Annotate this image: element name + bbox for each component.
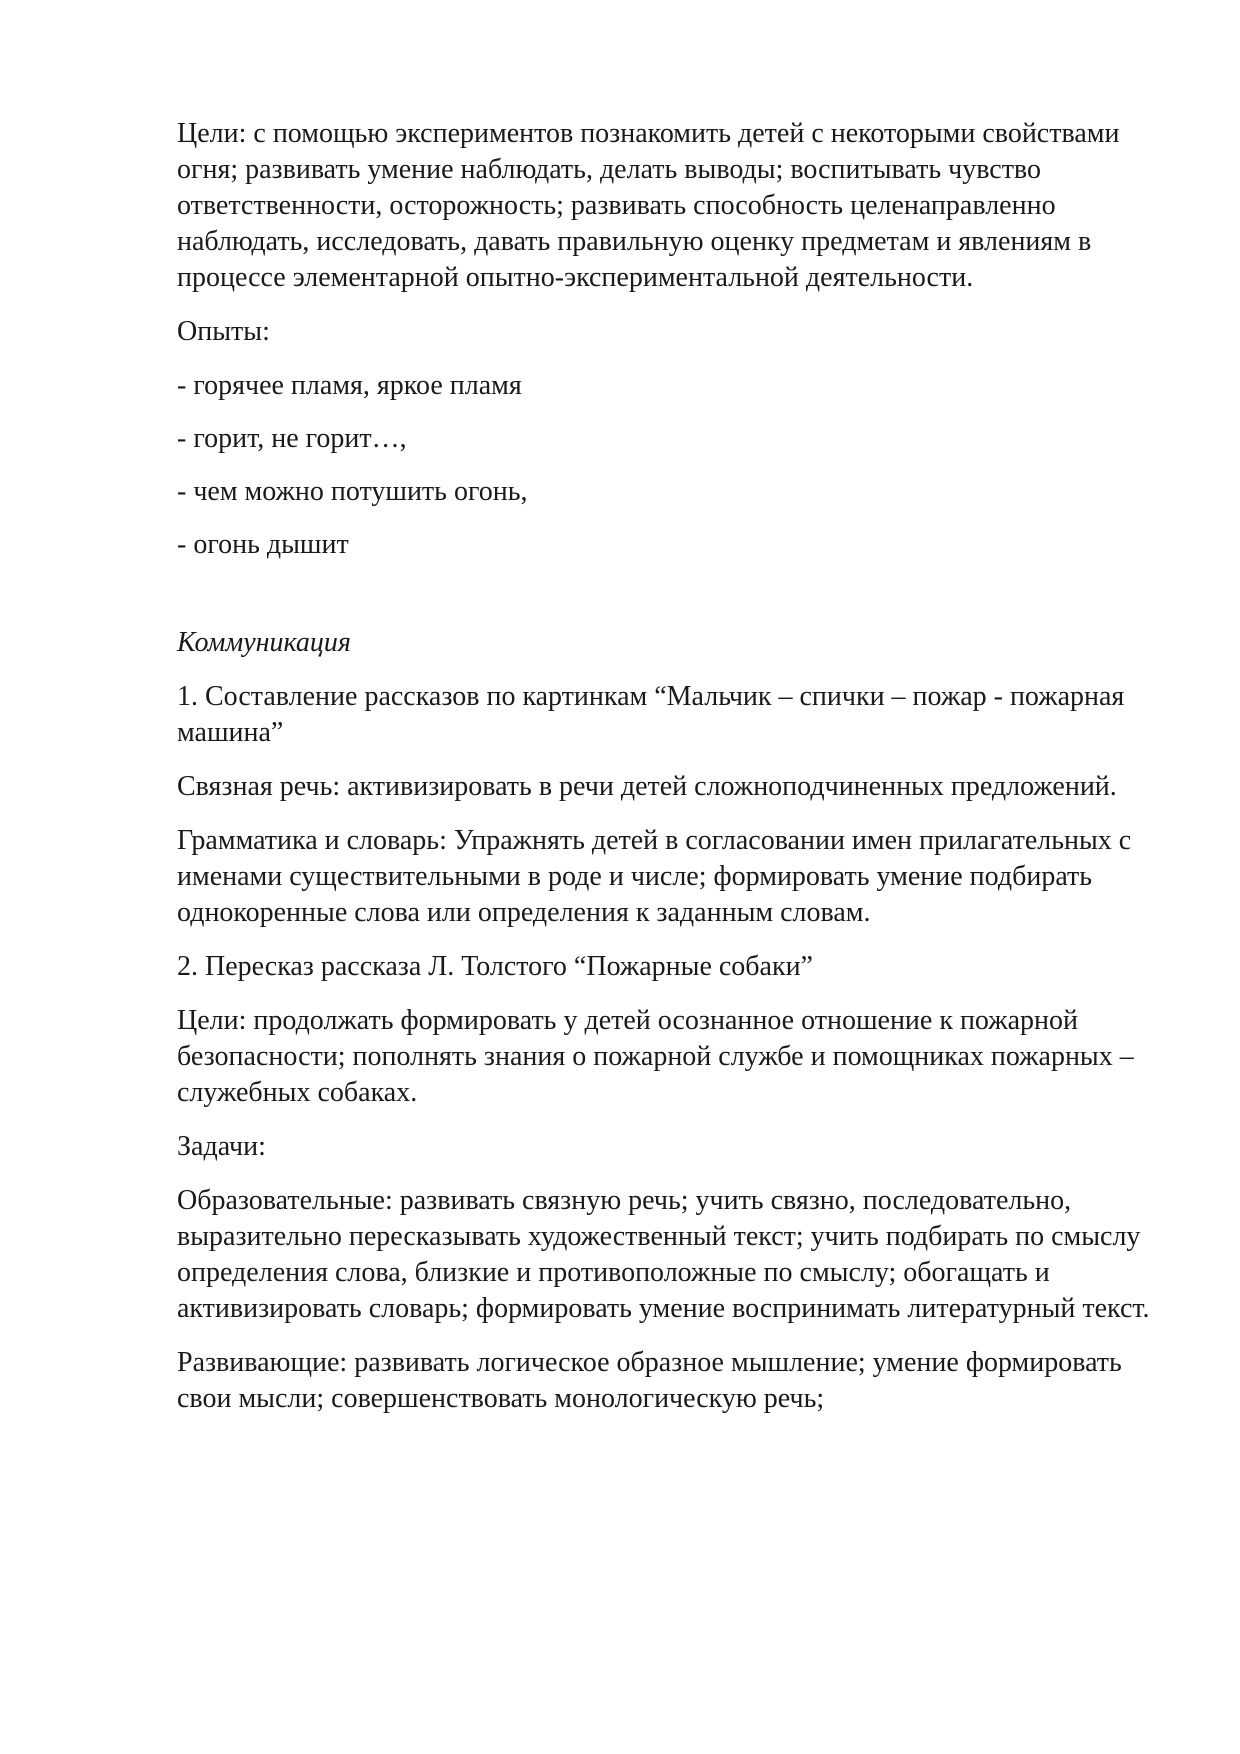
communication-item-2-title: 2. Пересказ рассказа Л. Толстого “Пожарные собаки” [177,951,813,982]
experiment-item: - горит, не горит…, [177,423,407,454]
communication-speech: Связная речь: активизировать в речи детей сложноподчиненных предложений. [177,771,1117,802]
communication-educational-tasks: Образовательные: развивать связную речь; учить связно, последовательно, выразительно пересказывать художественный текст; учить подбирать по смыслу определения слова, близкие и противоположные по смыслу; обогащать и активизировать словарь; формировать умение воспринимать литературный текст. [177,1185,1150,1324]
experiment-item: - огонь дышит [177,529,349,560]
communication-item-2-goals: Цели: продолжать формировать у детей осознанное отношение к пожарной безопасности; пополнять знания о пожарной службе и помощниках пожарных – служебных собаках. [177,1005,1134,1108]
section-heading-communication: Коммуникация [177,627,351,658]
section-spacer [177,580,1157,625]
communication-tasks-title: Задачи: [177,1131,266,1162]
communication-developing-tasks: Развивающие: развивать логическое образное мышление; умение формировать свои мысли; совершенствовать монологическую речь; [177,1347,1122,1414]
experiment-item: - чем можно потушить огонь, [177,476,528,507]
experiment-item: - горячее пламя, яркое пламя [177,370,522,401]
communication-item-1-title: 1. Составление рассказов по картинкам “Мальчик – спички – пожар - пожарная машина” [177,681,1125,748]
document-body [177,116,1157,1435]
experiments-goals: Цели: с помощью экспериментов познакомить детей с некоторыми свойствами огня; развивать умение наблюдать, делать выводы; воспитывать чувство ответственности, осторожность; развивать способность целенаправленно наблюдать, исследовать, давать правильную оценку предметам и явлениям в процессе элементарной опытно-экспериментальной деятельности. [177,118,1120,293]
experiments-list-title: Опыты: [177,316,270,347]
communication-grammar: Грамматика и словарь: Упражнять детей в согласовании имен прилагательных с именами существительными в роде и числе; формировать умение подбирать однокоренные слова или определения к заданным словам. [177,825,1132,928]
